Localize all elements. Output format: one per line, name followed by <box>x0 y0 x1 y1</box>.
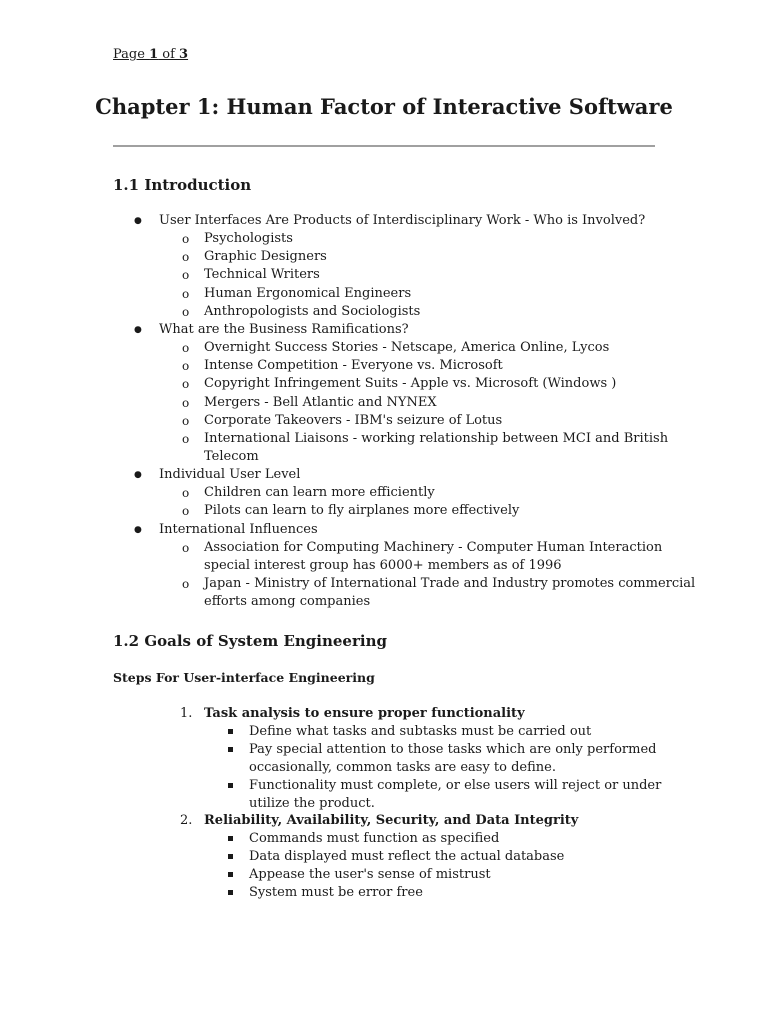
sub-list-item: Association for Computing Machinery - Computer Human Interaction <box>204 539 663 555</box>
sub-list-item: Intense Competition - Everyone vs. Microsoft <box>204 358 503 374</box>
bullet-square-icon <box>228 747 233 752</box>
bullet-circle-icon: o <box>182 504 190 519</box>
step-title: Task analysis to ensure proper functionality <box>204 706 525 721</box>
sub-list-item: Corporate Takeovers - IBM's seizure of Lotus <box>204 412 503 428</box>
bullet-circle-icon: o <box>182 395 190 410</box>
sub-list-item: Graphic Designers <box>204 249 327 265</box>
sub-list-item: special interest group has 6000+ members as of 1996 <box>204 557 562 573</box>
step-number: 1. <box>180 706 193 721</box>
bullet-circle-icon: o <box>182 268 190 283</box>
step-point: occasionally, common tasks are easy to define. <box>249 759 556 775</box>
bullet-square-icon <box>228 729 233 734</box>
bullet-circle-icon: o <box>182 577 190 591</box>
list-item: Individual User Level <box>159 467 301 483</box>
step-point: Commands must function as specified <box>249 831 500 847</box>
bullet-circle-icon: o <box>182 286 190 301</box>
bullet-square-icon <box>228 836 233 841</box>
bullet-square-icon <box>228 854 233 859</box>
bullet-circle-icon: o <box>182 413 190 428</box>
page-counter-middle: of <box>158 47 180 62</box>
bullet-circle-icon: o <box>182 431 190 446</box>
sub-list-item: Anthropologists and Sociologists <box>204 303 421 319</box>
step-point: System must be error free <box>249 885 423 900</box>
sub-list-item: Japan - Ministry of International Trade and Industry promotes commercial <box>204 576 696 591</box>
sub-list-item: Telecom <box>204 448 259 464</box>
page-counter-prefix: Page <box>113 47 150 62</box>
bullet-circle-icon: o <box>182 232 190 247</box>
sub-list-item: Children can learn more efficiently <box>204 485 435 501</box>
sub-list-item: International Liaisons - working relationship between MCI and British <box>204 430 669 446</box>
section-heading-goals: 1.2 Goals of System Engineering <box>113 632 387 650</box>
bullet-dot-icon: ● <box>134 324 142 335</box>
step-point: Pay special attention to those tasks which are only performed <box>249 741 657 757</box>
sub-list-item: Copyright Infringement Suits - Apple vs. Microsoft (Windows ) <box>204 376 617 392</box>
bullet-square-icon <box>228 783 233 788</box>
sub-list-item: Overnight Success Stories - Netscape, America Online, Lycos <box>204 340 610 356</box>
step-point: Appease the user's sense of mistrust <box>249 867 491 883</box>
step-point: Data displayed must reflect the actual database <box>249 849 565 865</box>
list-item: What are the Business Ramifications? <box>159 321 409 337</box>
list-item: International Influences <box>159 521 318 537</box>
bullet-square-icon <box>228 890 233 895</box>
bullet-square-icon <box>228 872 233 877</box>
step-title: Reliability, Availability, Security, and Data Integrity <box>204 813 579 829</box>
steps-subheading: Steps For User-interface Engineering <box>113 670 375 685</box>
bullet-dot-icon: ● <box>134 216 142 226</box>
bullet-circle-icon: o <box>182 377 190 392</box>
sub-list-item: Mergers - Bell Atlantic and NYNEX <box>204 394 437 410</box>
bullet-dot-icon: ● <box>134 470 142 481</box>
page-counter <box>113 47 188 62</box>
page-current: 1 <box>149 47 159 62</box>
step-point: utilize the product. <box>249 795 375 811</box>
bullet-circle-icon: o <box>182 486 190 501</box>
bullet-circle-icon: o <box>182 540 190 555</box>
step-point: Define what tasks and subtasks must be carried out <box>249 723 592 739</box>
bullet-circle-icon: o <box>182 250 190 265</box>
page-total: 3 <box>179 47 189 62</box>
bullet-circle-icon: o <box>182 304 190 319</box>
sub-list-item: Pilots can learn to fly airplanes more effectively <box>204 503 520 519</box>
chapter-title: Chapter 1: Human Factor of Interactive Software <box>95 94 673 119</box>
sub-list-item: Human Ergonomical Engineers <box>204 285 412 301</box>
bullet-circle-icon: o <box>182 341 190 356</box>
bullet-circle-icon: o <box>182 359 190 374</box>
title-divider <box>113 145 655 147</box>
step-number: 2. <box>180 813 193 829</box>
sub-list-item: Technical Writers <box>204 267 320 283</box>
sub-list-item: Psychologists <box>204 231 293 247</box>
step-point: Functionality must complete, or else users will reject or under <box>249 777 662 793</box>
section-heading-introduction: 1.1 Introduction <box>113 176 252 194</box>
sub-list-item: efforts among companies <box>204 594 371 610</box>
bullet-dot-icon: ● <box>134 524 142 535</box>
list-item: User Interfaces Are Products of Interdisciplinary Work - Who is Involved? <box>159 213 646 228</box>
